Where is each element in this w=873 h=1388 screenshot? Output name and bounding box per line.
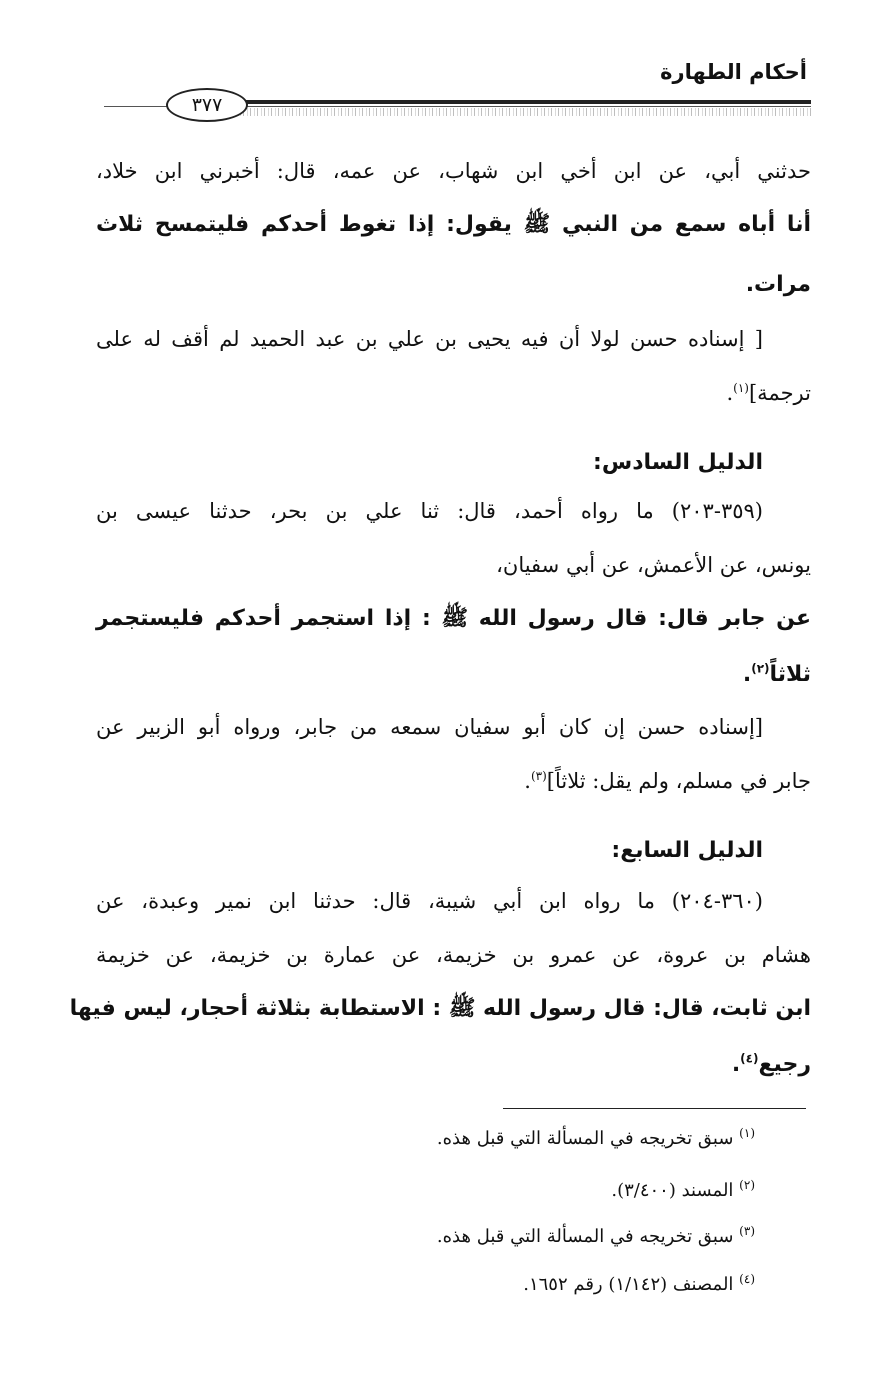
footnote-marker: (٢) xyxy=(751,661,770,676)
text-segment: . xyxy=(742,662,752,687)
footnote xyxy=(611,1178,755,1204)
text-line: حدثني أبي، عن ابن أخي ابن شهاب، عن عمه، قال: أخبرني ابن خلاد، xyxy=(96,159,811,183)
footnote-text: المصنف (١/١٤٢) رقم ١٦٥٢. xyxy=(523,1274,734,1295)
footnote xyxy=(437,1224,755,1250)
header-rule-thick xyxy=(240,100,811,104)
text-line: (٣٥٩-٢٠٣) ما رواه أحمد، قال: ثنا علي بن بحر، حدثنا عيسى بن xyxy=(96,499,763,523)
text-line xyxy=(726,378,811,408)
footnote-text: سبق تخريجه في المسألة التي قبل هذه. xyxy=(436,1226,734,1247)
text-segment: ثلاثاً xyxy=(769,662,811,687)
text-line: (٣٦٠-٢٠٤) ما رواه ابن أبي شيبة، قال: حدثنا ابن نمير وعبدة، عن xyxy=(96,889,763,913)
header-rule-texture xyxy=(240,108,811,116)
text-segment: . xyxy=(524,769,531,793)
text-line: هشام بن عروة، عن عمرو بن خزيمة، عن عمارة بن خزيمة، عن خزيمة xyxy=(96,943,811,967)
footnote-text: المسند (٣/٤٠٠). xyxy=(611,1180,734,1201)
page-number-text: ٣٧٧ xyxy=(191,94,223,116)
text-line: يونس، عن الأعمش، عن أبي سفيان، xyxy=(496,553,811,577)
text-segment: . xyxy=(726,381,734,405)
footnote-number: (١) xyxy=(739,1126,755,1140)
text-line-bold: أنا أباه سمع من النبي ﷺ يقول: إذا تغوط أحدكم فليتمسح ثلاث xyxy=(96,212,811,237)
text-segment: رجيع xyxy=(758,1052,811,1077)
footnote-text: سبق تخريجه في المسألة التي قبل هذه. xyxy=(436,1128,734,1149)
page-number xyxy=(166,88,248,122)
footnote-marker: (١) xyxy=(733,381,749,395)
footnote xyxy=(523,1272,755,1298)
section-heading: الدليل السابع: xyxy=(611,838,763,863)
footnote-marker: (٤) xyxy=(740,1051,759,1066)
footnote-number: (٤) xyxy=(739,1272,755,1286)
text-segment: ترجمة] xyxy=(748,381,811,405)
text-line-bold xyxy=(743,660,811,690)
footnote-number: (٣) xyxy=(739,1224,755,1238)
text-segment: جابر في مسلم، ولم يقل: ثلاثاً] xyxy=(546,769,811,793)
footnote xyxy=(437,1126,755,1152)
text-line-bold: مرات. xyxy=(745,272,811,297)
footnote-marker: (٣) xyxy=(530,769,547,783)
section-heading: الدليل السادس: xyxy=(593,450,763,475)
footnote-separator xyxy=(503,1108,806,1109)
text-line: [إسناده حسن إن كان أبو سفيان سمعه من جابر، ورواه أبو الزبير عن xyxy=(96,715,763,739)
text-line-bold: عن جابر قال: قال رسول الله ﷺ : إذا استجمر أحدكم فليستجمر xyxy=(96,606,811,631)
footnote-number: (٢) xyxy=(739,1178,755,1192)
running-header-title: أحكام الطهارة xyxy=(660,60,807,84)
text-line-bold: ابن ثابت، قال: قال رسول الله ﷺ : الاستطابة بثلاثة أحجار، ليس فيها xyxy=(69,996,811,1021)
text-line-bold xyxy=(732,1050,811,1080)
text-line xyxy=(524,766,811,796)
text-line: [ إسناده حسن لولا أن فيه يحيى بن علي بن عبد الحميد لم أقف له على xyxy=(96,327,763,351)
text-segment: . xyxy=(731,1052,741,1077)
